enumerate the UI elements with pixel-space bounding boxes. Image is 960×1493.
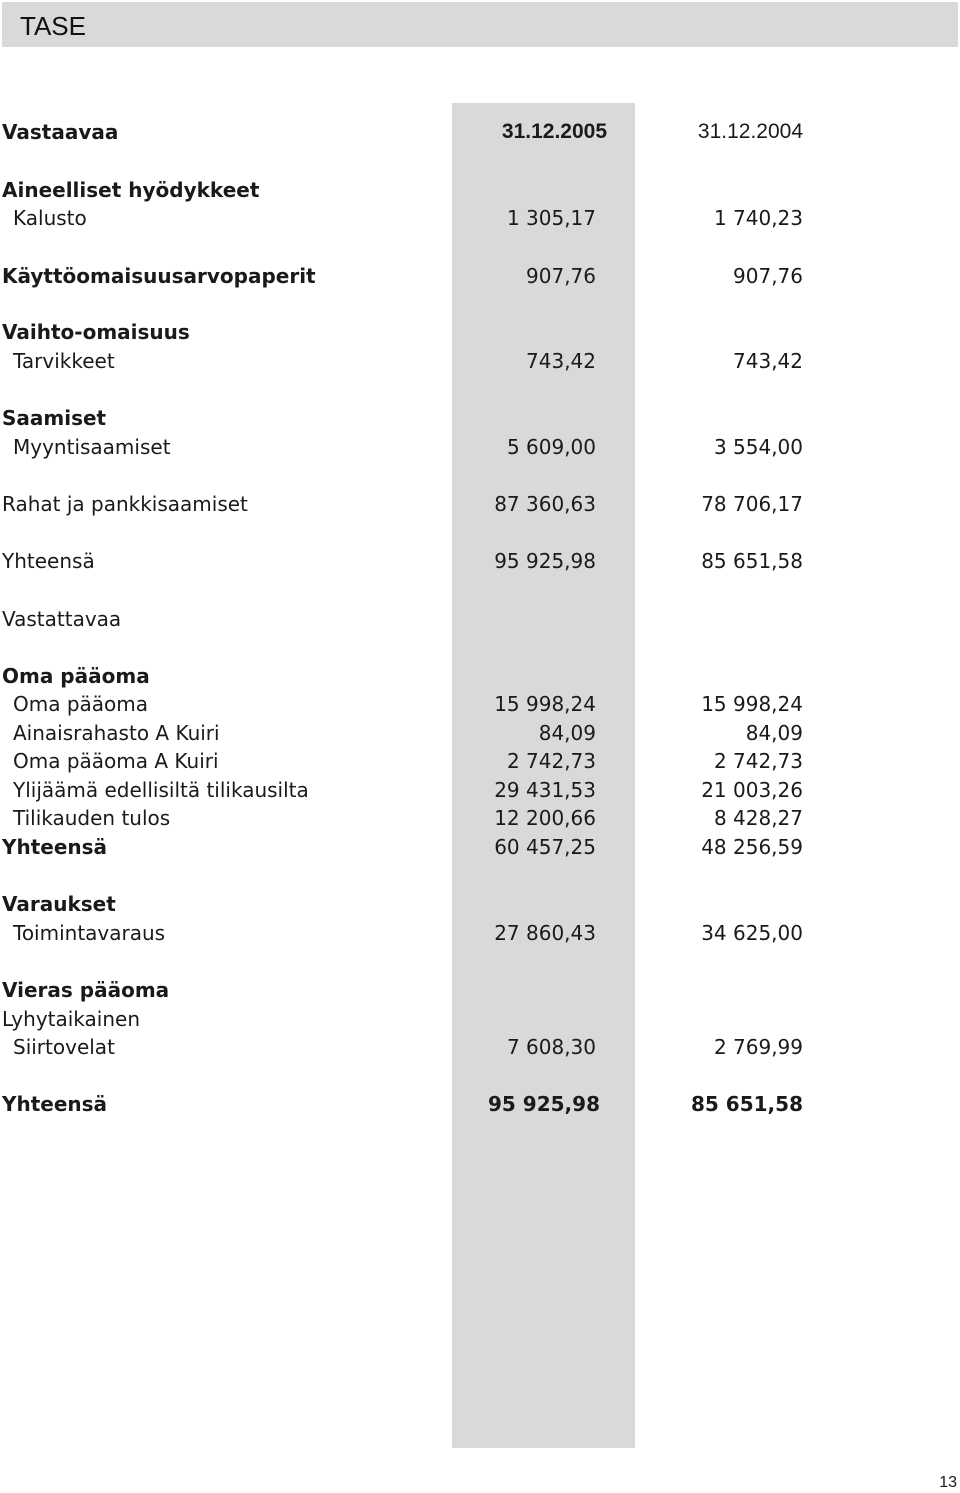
group-heading: Oma pääoma — [2, 664, 150, 688]
table-row — [0, 1033, 960, 1061]
value-2005: 743,42 — [526, 349, 596, 373]
value-2005: 84,09 — [538, 721, 596, 745]
value-2004: 1 740,23 — [713, 206, 803, 230]
value-2004: 8 428,27 — [713, 806, 803, 830]
group-heading: Vieras pääoma — [2, 978, 170, 1002]
row-label: Siirtovelat — [13, 1035, 115, 1059]
group-heading: Vaihto-omaisuus — [2, 320, 190, 344]
table-row — [0, 719, 960, 747]
header-row — [0, 118, 960, 146]
column-header-2004: 31.12.2004 — [697, 120, 803, 143]
value-2005: 2 742,73 — [506, 749, 596, 773]
value-2004: 2 742,73 — [713, 749, 803, 773]
row-label: Ainaisrahasto A Kuiri — [13, 721, 220, 745]
total-row-assets — [0, 547, 960, 575]
value-2004: 2 769,99 — [713, 1035, 803, 1059]
value-2005: 15 998,24 — [494, 692, 596, 716]
row-label: Oma pääoma A Kuiri — [13, 749, 219, 773]
table-row — [0, 747, 960, 775]
table-row — [0, 690, 960, 718]
value-2004: 85 651,58 — [701, 549, 803, 573]
value-2005: 1 305,17 — [506, 206, 596, 230]
value-2004: 907,76 — [733, 264, 803, 288]
group-heading-row — [0, 318, 960, 346]
value-2004: 743,42 — [733, 349, 803, 373]
section-heading-vastaavaa: Vastaavaa — [2, 120, 119, 144]
value-2005: 29 431,53 — [494, 778, 596, 802]
row-label: Tilikauden tulos — [13, 806, 171, 830]
table-row — [0, 433, 960, 461]
value-2005: 5 609,00 — [506, 435, 596, 459]
group-heading: Saamiset — [2, 406, 107, 430]
total-row-liabilities — [0, 1090, 960, 1118]
table-row — [0, 262, 960, 290]
title-bar — [2, 2, 958, 47]
section-heading-vastattavaa: Vastattavaa — [2, 607, 122, 631]
value-2005: 907,76 — [526, 264, 596, 288]
row-label: Toimintavaraus — [13, 921, 166, 945]
value-2004: 15 998,24 — [701, 692, 803, 716]
value-2004: 78 706,17 — [701, 492, 803, 516]
value-2005: 87 360,63 — [494, 492, 596, 516]
value-2004: 3 554,00 — [713, 435, 803, 459]
table-row — [0, 776, 960, 804]
row-label: Tarvikkeet — [13, 349, 115, 373]
group-heading-row — [0, 662, 960, 690]
total-label: Yhteensä — [2, 835, 108, 859]
table-row — [0, 490, 960, 518]
subgroup-heading: Lyhytaikainen — [2, 1007, 141, 1031]
column-header-2005: 31.12.2005 — [501, 120, 607, 143]
value-2005: 95 925,98 — [494, 549, 596, 573]
table-row — [0, 919, 960, 947]
page-number: 13 — [939, 1474, 957, 1491]
total-label: Yhteensä — [2, 549, 95, 573]
value-2005: 27 860,43 — [494, 921, 596, 945]
total-row-equity — [0, 833, 960, 861]
value-2004: 48 256,59 — [701, 835, 803, 859]
subgroup-heading-row — [0, 1005, 960, 1033]
table-row — [0, 204, 960, 232]
row-label: Oma pääoma — [13, 692, 149, 716]
row-label: Kalusto — [13, 206, 87, 230]
total-label: Yhteensä — [2, 1092, 108, 1116]
row-label: Myyntisaamiset — [13, 435, 171, 459]
value-2005: 7 608,30 — [506, 1035, 596, 1059]
group-heading-row — [0, 176, 960, 204]
table-row — [0, 804, 960, 832]
row-label: Ylijäämä edellisiltä tilikausilta — [13, 778, 309, 802]
value-2004: 85 651,58 — [691, 1092, 803, 1116]
value-2004: 34 625,00 — [701, 921, 803, 945]
group-heading-row — [0, 890, 960, 918]
row-label: Käyttöomaisuusarvopaperit — [2, 264, 316, 288]
table-row — [0, 347, 960, 375]
group-heading: Varaukset — [2, 892, 116, 916]
value-2005: 95 925,98 — [488, 1092, 600, 1116]
group-heading: Aineelliset hyödykkeet — [2, 178, 260, 202]
value-2005: 12 200,66 — [494, 806, 596, 830]
value-2004: 84,09 — [745, 721, 803, 745]
group-heading-row — [0, 976, 960, 1004]
section-heading-row — [0, 605, 960, 633]
group-heading-row — [0, 404, 960, 432]
value-2004: 21 003,26 — [701, 778, 803, 802]
row-label: Rahat ja pankkisaamiset — [2, 492, 248, 516]
page-title: TASE — [20, 11, 86, 41]
value-2005: 60 457,25 — [494, 835, 596, 859]
